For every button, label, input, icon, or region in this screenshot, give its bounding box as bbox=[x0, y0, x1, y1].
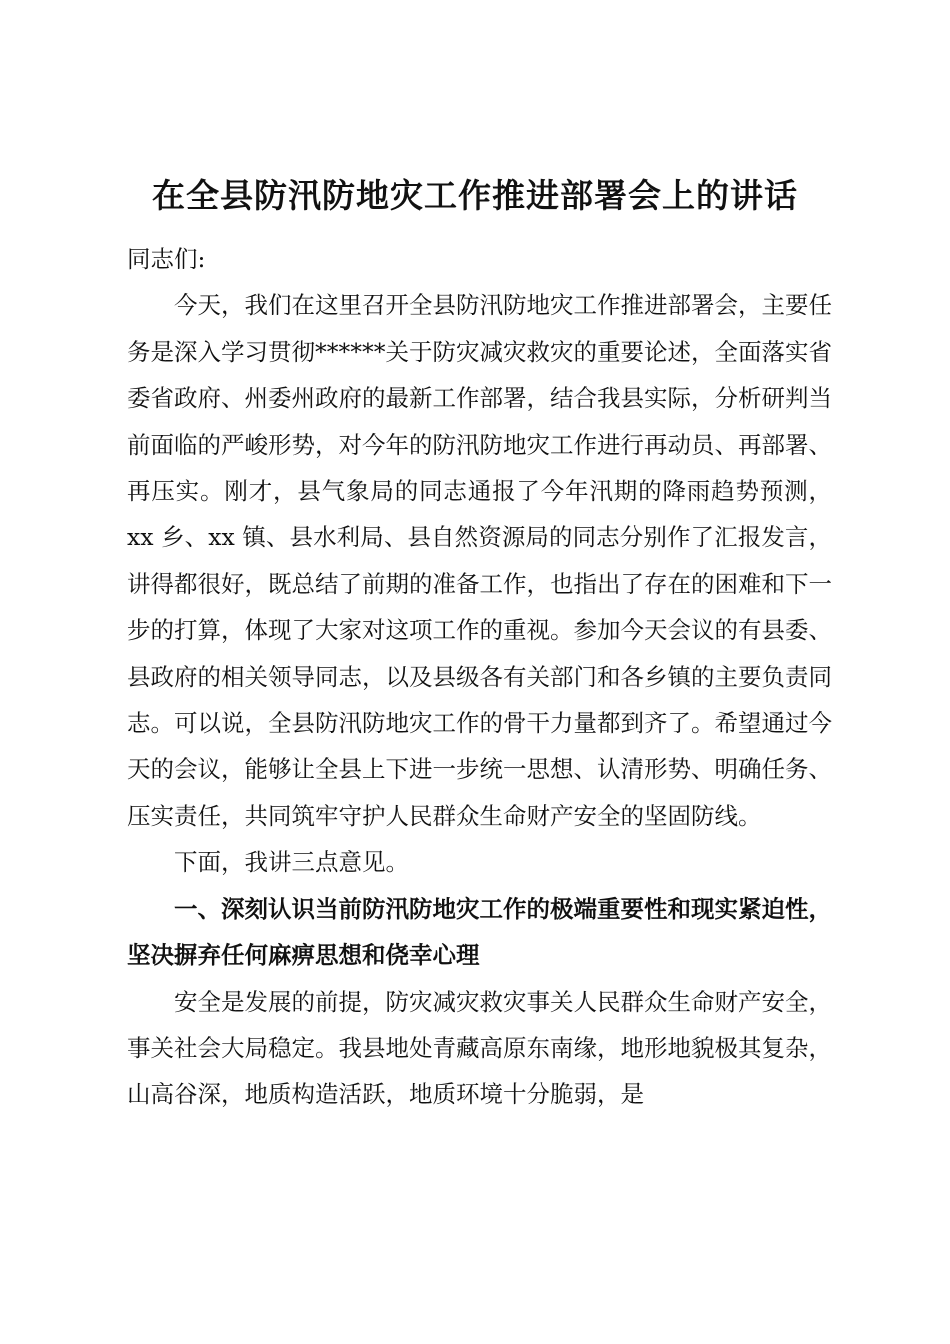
salutation: 同志们: bbox=[127, 245, 206, 273]
section-heading: 一、深刻认识当前防汛防地灾工作的极端重要性和现实紧迫性，坚决摒弃任何麻痹思想和侥幸心理 bbox=[127, 894, 832, 970]
section-paragraph: 安全是发展的前提，防灾减灾救灾事关人民群众生命财产安全，事关社会大局稳定。我县地处青藏高原东南缘，地形地貌极其复杂，山高谷深，地质构造活跃，地质环境十分脆弱，是 bbox=[127, 987, 832, 1109]
paragraph-opening: 今天，我们在这里召开全县防汛防地灾工作推进部署会，主要任务是深入学习贯彻******关于防灾减灾救灾的重要论述，全面落实省委省政府、州委州政府的最新工作部署，结合我县实际，分析研判当前面临的严峻形势，对今年的防汛防地灾工作进行再动员、再部署、再压实。刚才，县气象局的同志通报了今年汛期的降雨趋势预测，xx 乡、xx 镇、县水利局、县自然资源局的同志分别作了汇报发言，讲得都很好，既总结了前期的准备工作，也指出了存在的困难和下一步的打算，体现了大家对这项工作的重视。参加今天会议的有县委、县政府的相关领导同志，以及县级各有关部门和各乡镇的主要负责同志。可以说，全县防汛防地灾工作的骨干力量都到齐了。希望通过今天的会议，能够让全县上下进一步统一思想、认清形势、明确任务、压实责任，共同筑牢守护人民群众生命财产安全的坚固防线。 bbox=[127, 291, 832, 830]
document-title: 在全县防汛防地灾工作推进部署会上的讲话 bbox=[152, 176, 798, 215]
paragraph-transition: 下面，我讲三点意见。 bbox=[174, 848, 409, 877]
document-body bbox=[127, 236, 832, 1118]
